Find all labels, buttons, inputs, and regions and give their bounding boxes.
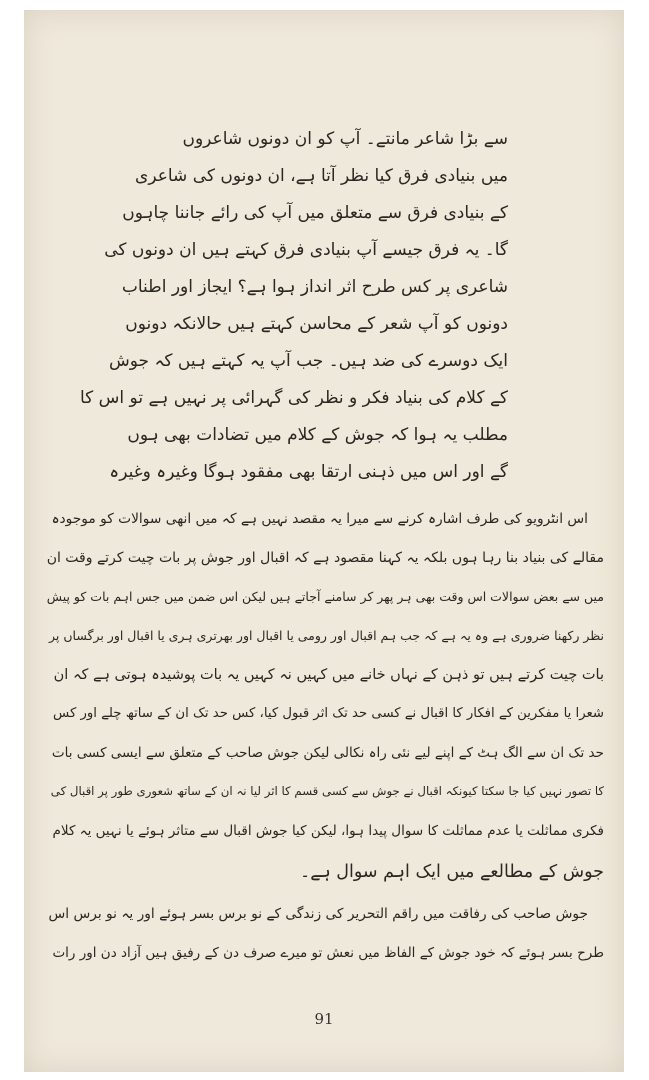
quote-line: شاعری پر کس طرح اثر انداز ہوا ہے؟ ایجاز اور اطناب bbox=[121, 277, 508, 297]
paragraph-line: مقالے کی بنیاد بنا رہا ہوں بلکہ یہ کہنا مقصود ہے کہ اقبال اور جوش پر بات چیت کرتے وقت ان bbox=[46, 550, 604, 566]
paragraph-line: نظر رکھنا ضروری ہے وہ یہ ہے کہ جب ہم اقبال اور رومی یا اقبال اور بھرتری ہری یا اقبال اور برگساں پر bbox=[49, 628, 604, 643]
quote-line: میں بنیادی فرق کیا نظر آتا ہے، ان دونوں کی شاعری bbox=[135, 166, 508, 186]
paragraph-line: میں سے بعض سوالات اس وقت بھی ہر پھر کر سامنے آجاتے ہیں لیکن اس ضمن میں جس اہم بات کو پیش bbox=[46, 589, 604, 604]
paragraph-line: اس انٹرویو کی طرف اشارہ کرنے سے میرا یہ مقصد نہیں ہے کہ میں انھی سوالات کو موجودہ bbox=[51, 511, 588, 527]
quote-line: ایک دوسرے کی ضد ہیں۔ جب آپ یہ کہتے ہیں کہ جوش bbox=[109, 351, 508, 371]
quote-line: مطلب یہ ہوا کہ جوش کے کلام میں تضادات بھی ہوں bbox=[127, 425, 508, 445]
quote-line: کے بنیادی فرق سے متعلق میں آپ کی رائے جاننا چاہوں bbox=[122, 203, 508, 223]
page-number: 91 bbox=[314, 1010, 334, 1028]
quote-line: کے کلام کی بنیاد فکر و نظر کی گہرائی پر نہیں ہے تو اس کا bbox=[79, 388, 508, 408]
book-page bbox=[24, 10, 624, 1072]
quote-line: دونوں کو آپ شعر کے محاسن کہتے ہیں حالانکہ دونوں bbox=[125, 314, 508, 334]
quote-line: گے اور اس میں ذہنی ارتقا بھی مفقود ہوگا وغیرہ وغیرہ bbox=[109, 462, 508, 482]
paragraph-line: طرح بسر ہوئے کہ خود جوش کے الفاظ میں نعش تو میرے صرف دن کے رفیق ہیں آزاد دن اور رات bbox=[52, 945, 604, 961]
paragraph-line: شعرا یا مفکرین کے افکار کا اقبال نے کسی حد تک اثر قبول کیا، کس حد تک ان کے ساتھ چلے اور کس bbox=[53, 706, 604, 721]
quote-line: گا۔ یہ فرق جیسے آپ بنیادی فرق کہتے ہیں ان دونوں کی bbox=[104, 240, 508, 260]
paragraph-line: جوش صاحب کی رفاقت میں راقم التحریر کی زندگی کے نو برس بسر ہوئے اور یہ نو برس اس bbox=[48, 906, 588, 922]
paragraph-line: کا تصور نہیں کیا جا سکتا کیونکہ اقبال نے جوش سے کسی قسم کا اثر لیا نہ ان کے ساتھ شعوری طور پر اقبال کی bbox=[50, 784, 604, 798]
paragraph-line: جوش کے مطالعے میں ایک اہم سوال ہے۔ bbox=[299, 862, 604, 882]
paragraph-line: بات چیت کرتے ہیں تو ذہن کے نہاں خانے میں کہیں نہ کہیں یہ بات پوشیدہ ہوتی ہے کہ ان bbox=[53, 667, 604, 683]
paragraph-line: حد تک ان سے الگ ہٹ کے اپنے لیے نئی راہ نکالی لیکن جوش صاحب کے متعلق سے ایسی کسی بات bbox=[51, 745, 604, 761]
quote-line: سے بڑا شاعر مانتے۔ آپ کو ان دونوں شاعروں bbox=[182, 129, 508, 149]
page-text bbox=[24, 10, 624, 1072]
paragraph-line: فکری مماثلت یا عدم مماثلت کا سوال پیدا ہوا، لیکن کیا جوش اقبال سے متاثر ہوئے یا نہیں یہ کلام bbox=[52, 823, 604, 839]
